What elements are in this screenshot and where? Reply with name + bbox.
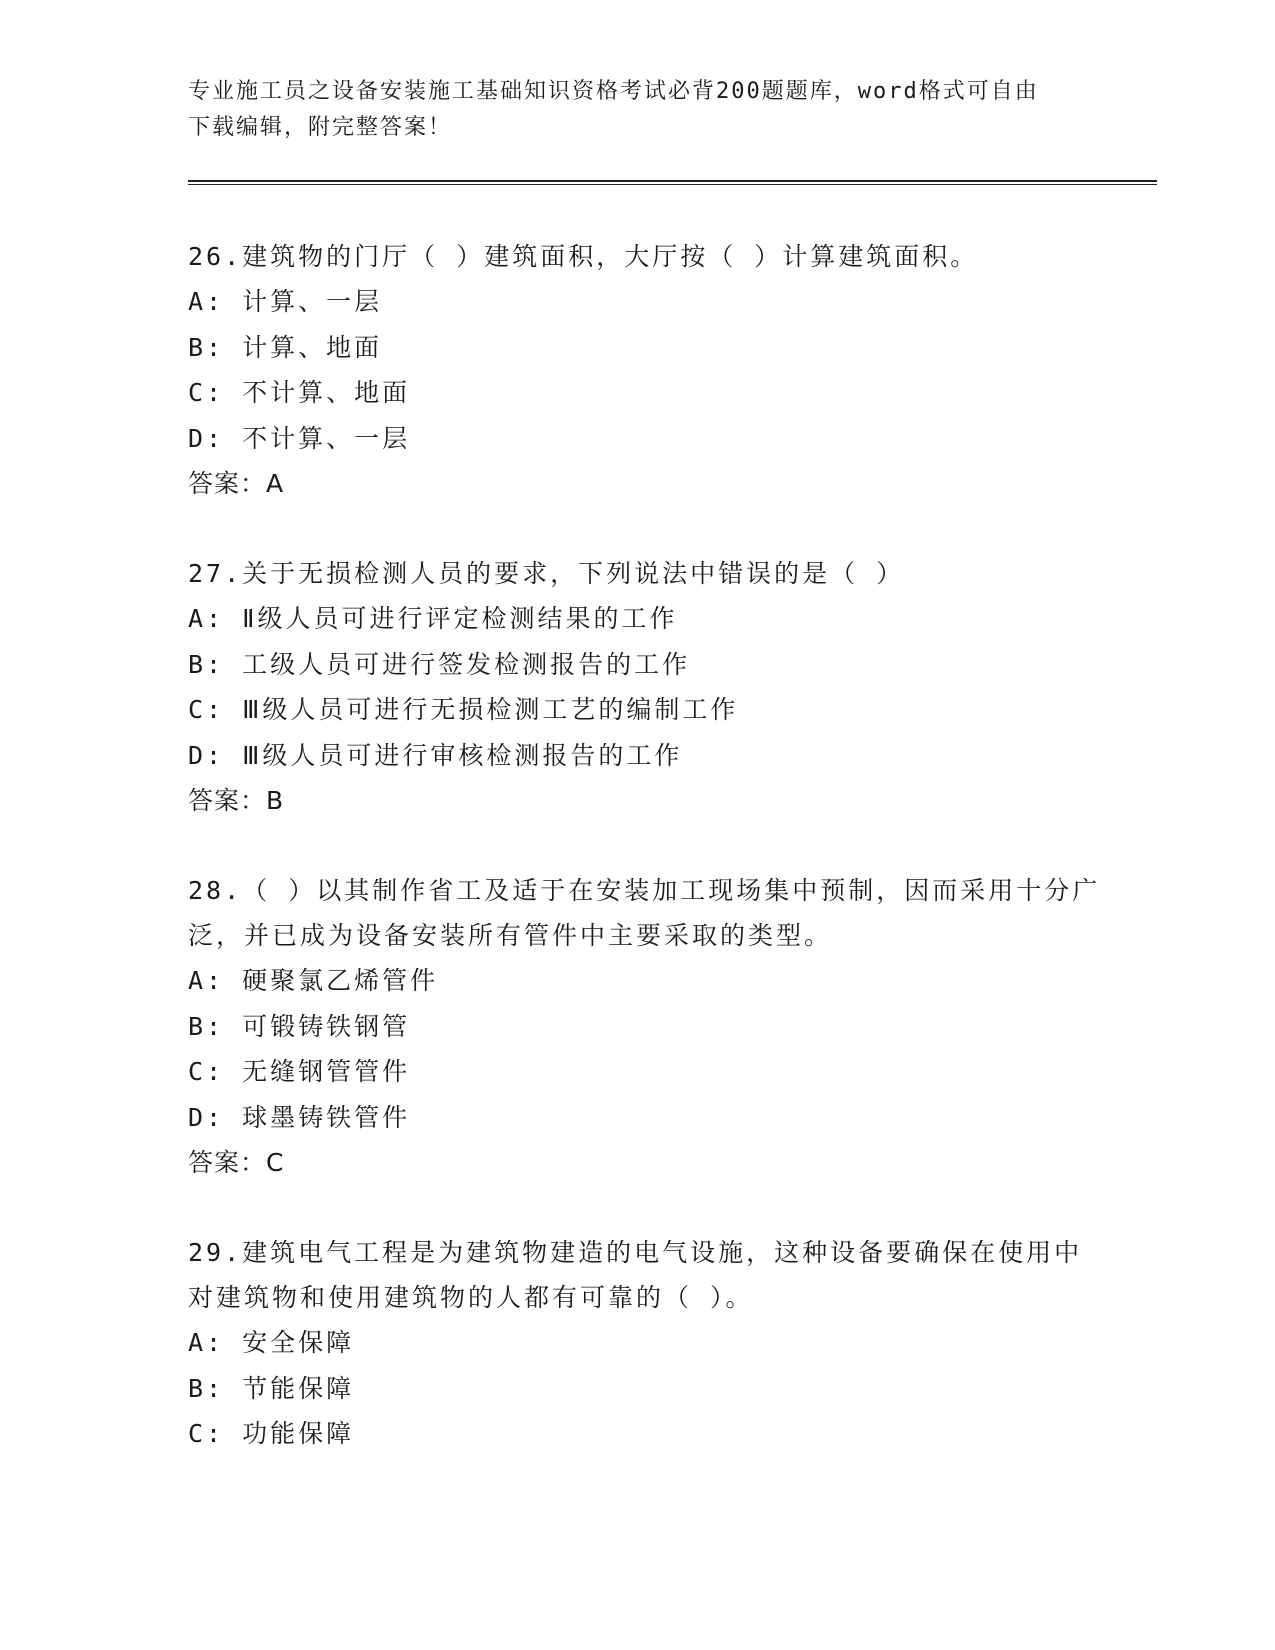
option-a: A: 计算、一层 (188, 287, 383, 316)
header-line-2: 下载编辑，附完整答案！ (188, 115, 453, 140)
answer: 答案：A (188, 469, 285, 498)
question-28 (188, 868, 1108, 1185)
option-b: B: 可锻铸铁钢管 (188, 1011, 411, 1041)
header-divider (188, 180, 1157, 185)
header-line-1: 专业施工员之设备安装施工基础知识资格考试必背200题题库，word格式可自由 (188, 79, 1039, 104)
answer: 答案：C (188, 1148, 285, 1177)
question-29 (188, 1230, 1108, 1457)
question-27 (188, 551, 1108, 823)
question-stem: 28.（ ）以其制作省工及适于在安装加工现场集中预制，因而采用十分广泛，并已成为设备安装所有管件中主要采取的类型。 (188, 876, 1101, 950)
option-d: D: 不计算、一层 (188, 423, 411, 453)
option-d: D: 球墨铸铁管件 (188, 1102, 411, 1132)
option-c: C: 功能保障 (188, 1419, 355, 1448)
option-c: C: Ⅲ级人员可进行无损检测工艺的编制工作 (188, 695, 739, 724)
option-a: A: 安全保障 (188, 1328, 355, 1357)
document-header (188, 74, 1088, 146)
question-list (188, 234, 1108, 1502)
question-26 (188, 234, 1108, 506)
question-stem: 29.建筑电气工程是为建筑物建造的电气设施，这种设备要确保在使用中对建筑物和使用建筑物的人都有可靠的（ ）。 (188, 1238, 1083, 1312)
question-stem: 27.关于无损检测人员的要求，下列说法中错误的是（ ） (188, 559, 905, 588)
option-a: A: Ⅱ级人员可进行评定检测结果的工作 (188, 604, 678, 633)
option-c: C: 不计算、地面 (188, 378, 411, 407)
option-b: B: 节能保障 (188, 1373, 355, 1403)
answer: 答案：B (188, 786, 285, 815)
question-stem: 26.建筑物的门厅（ ）建筑面积，大厅按（ ）计算建筑面积。 (188, 242, 979, 271)
option-b: B: 计算、地面 (188, 332, 383, 362)
option-a: A: 硬聚氯乙烯管件 (188, 966, 439, 995)
option-c: C: 无缝钢管管件 (188, 1057, 411, 1086)
option-b: B: 工级人员可进行签发检测报告的工作 (188, 649, 691, 679)
option-d: D: Ⅲ级人员可进行审核检测报告的工作 (188, 740, 683, 770)
